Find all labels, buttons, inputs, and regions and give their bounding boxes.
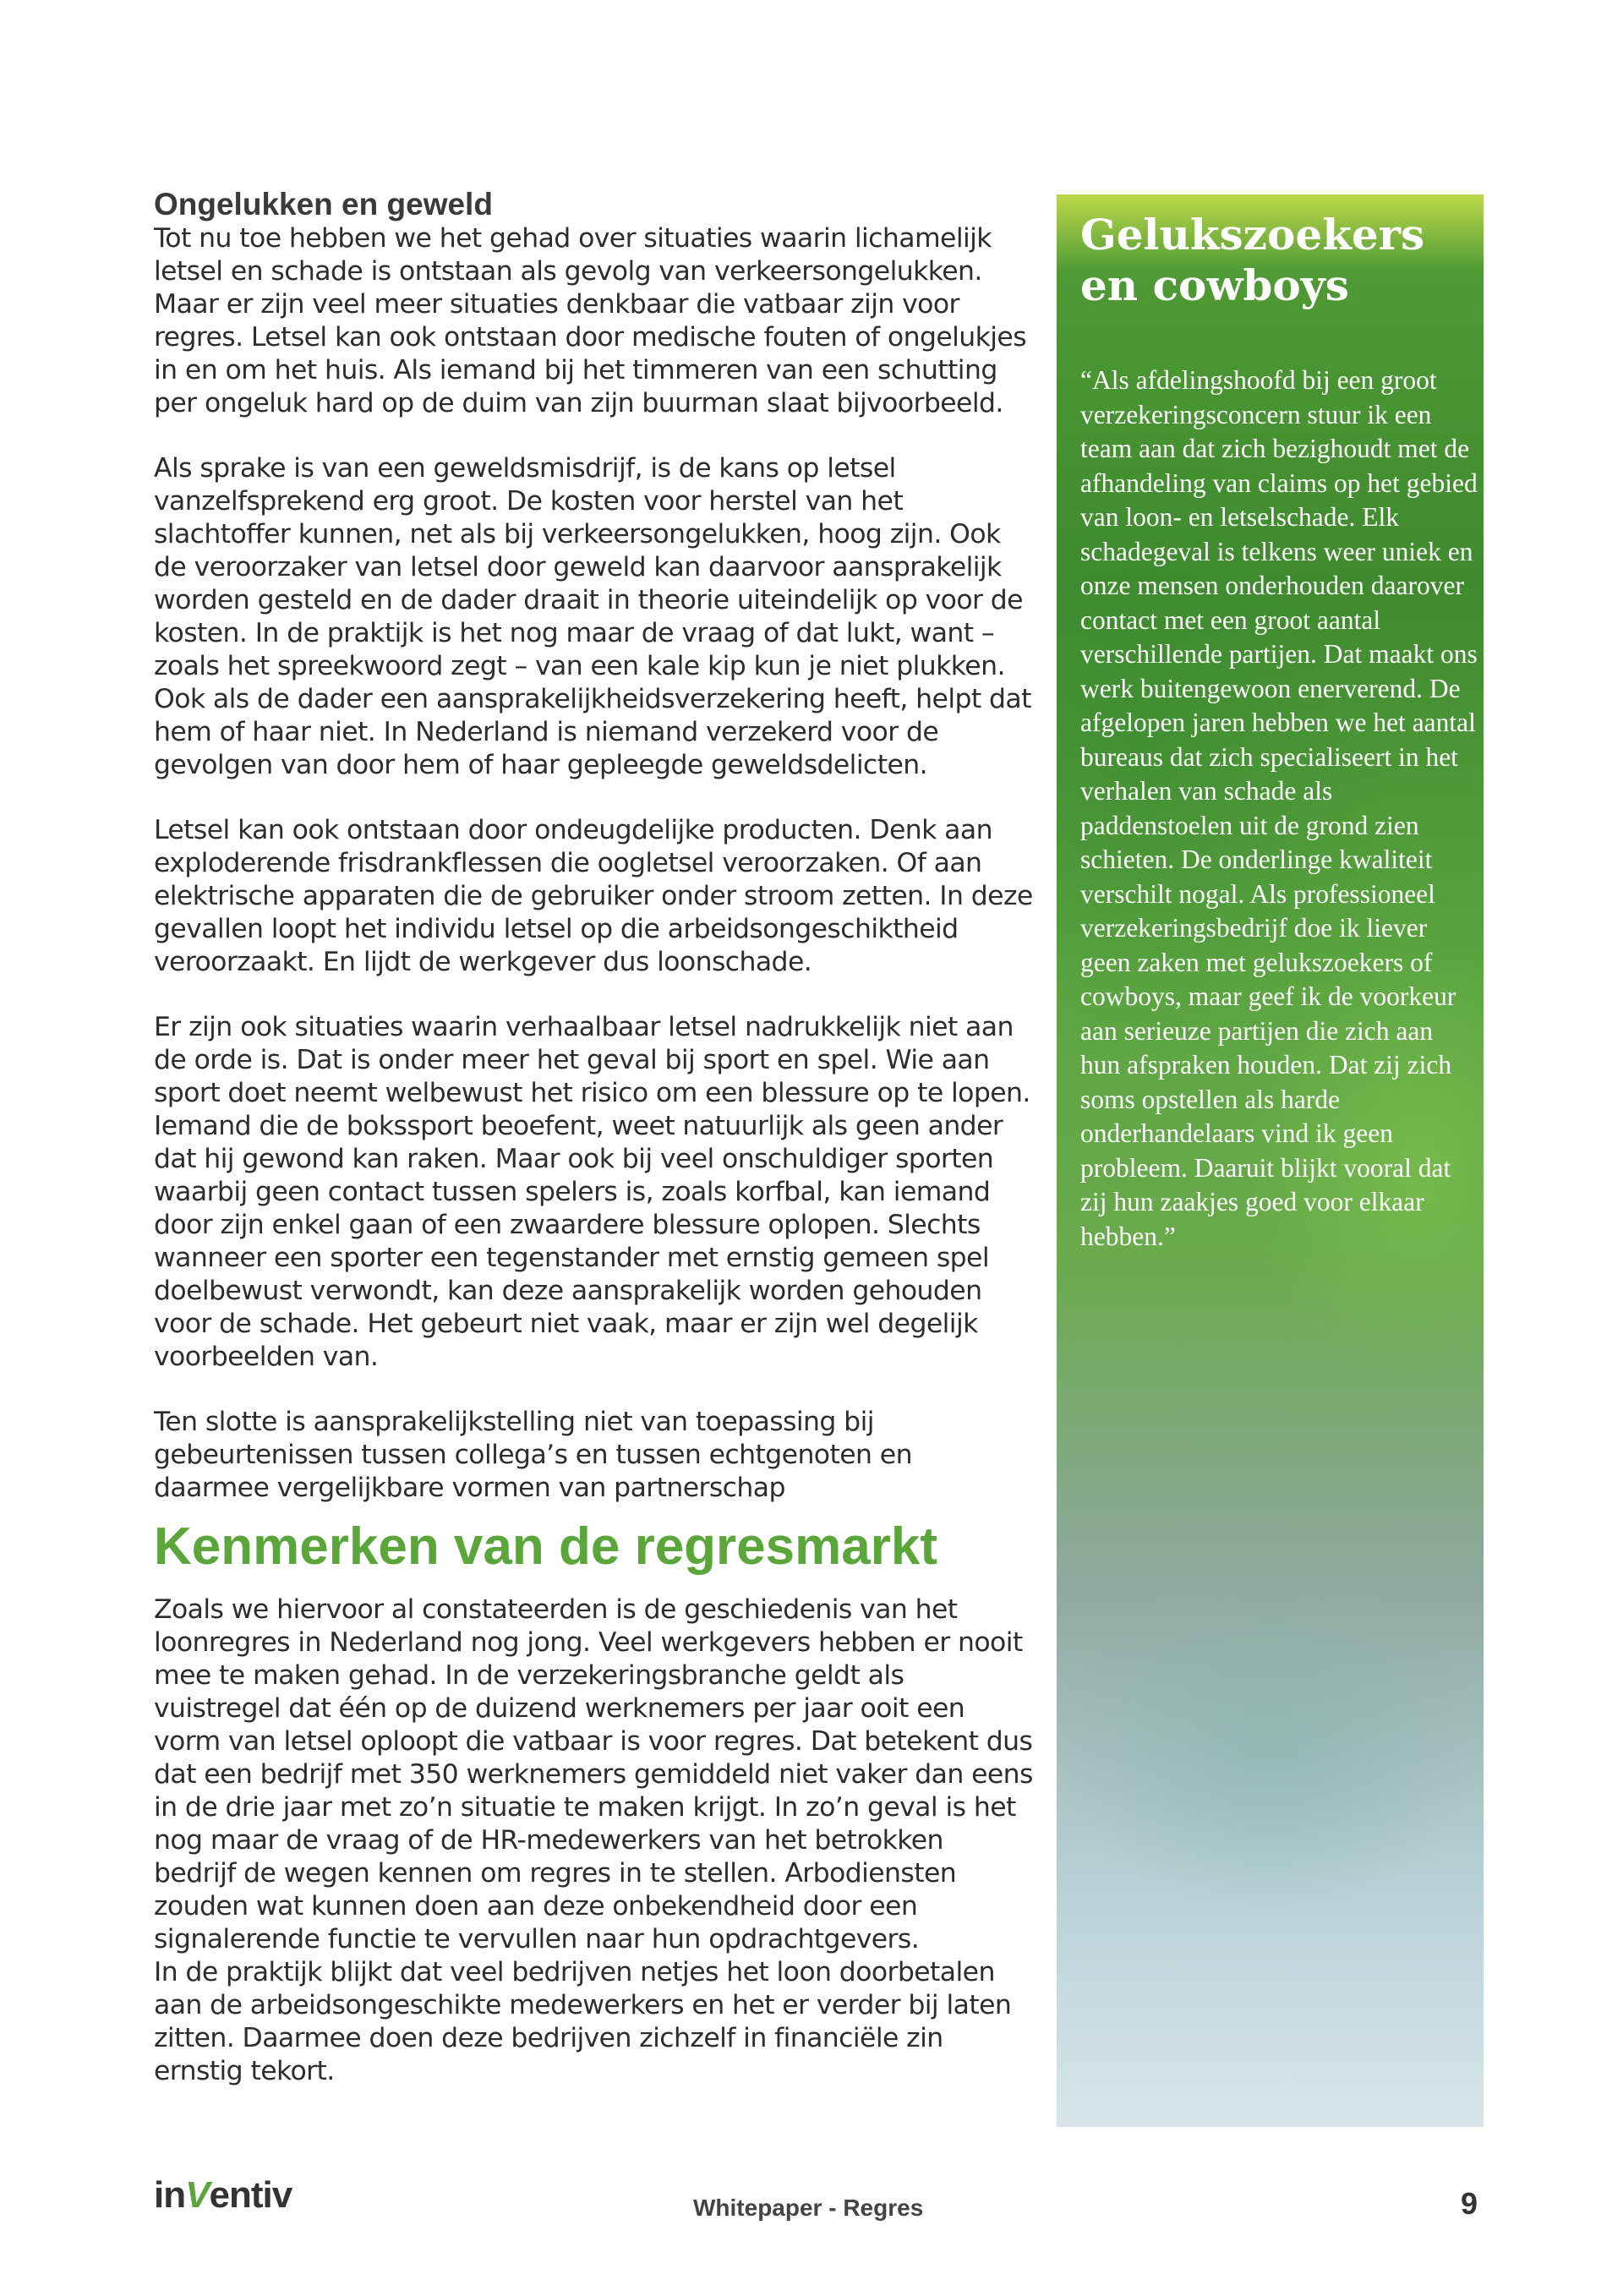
section-heading-market: Kenmerken van de regresmarkt (154, 1517, 938, 1576)
inventiv-logo (154, 2174, 292, 2217)
quote-sidebar (1057, 194, 1484, 2127)
logo-suffix: entiv (209, 2174, 292, 2216)
page-number: 9 (1461, 2186, 1478, 2221)
logo-prefix: in (154, 2174, 186, 2216)
logo-v-mark: V (185, 2174, 210, 2216)
sidebar-heading: Gelukszoekers en cowboys (1080, 210, 1425, 310)
paragraph: Tot nu toe hebben we het gehad over situaties waarin lichamelijk letsel en schade is ontstaan als gevolg van verkeersongelukken. Maar er zijn veel meer situaties denkbaar die vatbaar zijn voor regres. Letsel kan ook ontstaan door medische fouten of ongelukjes in en om het huis. Als iemand bij het timmeren van een schutting per ongeluk hard op de duim van zijn buurman slaat bijvoorbeeld. (154, 222, 1027, 418)
paragraph: Letsel kan ook ontstaan door ondeugdelijke producten. Denk aan exploderende frisdrankflessen die oogletsel veroorzaken. Of aan elektrische apparaten die de gebruiker onder stroom zetten. In deze gevallen loopt het individu letsel op die arbeidsongeschiktheid veroorzaakt. En lijdt de werkgever dus loonschade. (154, 814, 1033, 977)
paragraph: In de praktijk blijkt dat veel bedrijven netjes het loon doorbetalen aan de arbeidsongeschikte medewerkers en het er verder bij laten zitten. Daarmee doen deze bedrijven zichzelf in financiële zin ernstig tekort. (154, 1956, 1012, 2086)
paragraph: Er zijn ook situaties waarin verhaalbaar letsel nadrukkelijk niet aan de orde is. Dat is onder meer het geval bij sport en spel. Wie aan sport doet neemt welbewust het risico om een blessure op te lopen. Iemand die de bokssport beoefent, weet natuurlijk als geen ander dat hij gewond kan raken. Maar ook bij veel onschuldiger sporten waarbij geen contact tussen spelers is, zoals korfbal, kan iemand door zijn enkel gaan of een zwaardere blessure oplopen. Slechts wanneer een sporter een tegenstander met ernstig gemeen spel doelbewust verwondt, kan deze aansprakelijk worden gehouden voor de schade. Het gebeurt niet vaak, maar er zijn wel degelijk voorbeelden van. (154, 1011, 1030, 1372)
paragraph: Ten slotte is aansprakelijkstelling niet van toepassing bij gebeurtenissen tussen collega’s en tussen echtgenoten en daarmee vergelijkbare vormen van partnerschap (154, 1406, 912, 1503)
section-heading-accidents: Ongelukken en geweld (154, 187, 493, 221)
footer-document-title: Whitepaper - Regres (693, 2195, 924, 2221)
paragraph: Als sprake is van een geweldsmisdrijf, is de kans op letsel vanzelfsprekend erg groot. De kosten voor herstel van het slachtoffer kunnen, net als bij verkeersongelukken, hoog zijn. Ook de veroorzaker van letsel door geweld kan daarvoor aansprakelijk worden gesteld en de dader draait in theorie uiteindelijk op voor de kosten. In de praktijk is het nog maar de vraag of dat lukt, want – zoals het spreekwoord zegt – van een kale kip kun je niet plukken. Ook als de dader een aansprakelijkheidsverzekering heeft, helpt dat hem of haar niet. In Nederland is niemand verzekerd voor de gevolgen van door hem of haar gepleegde geweldsdelicten. (154, 452, 1031, 780)
section-body-accidents (154, 222, 1033, 1505)
main-column (154, 188, 1033, 2088)
section-body-market (154, 1594, 1033, 2088)
paragraph: Zoals we hiervoor al constateerden is de geschiedenis van het loonregres in Nederland nog jong. Veel werkgevers hebben er nooit mee te maken gehad. In de verzekeringsbranche geldt als vuistregel dat één op de duizend werknemers per jaar ooit een vorm van letsel oploopt die vatbaar is voor regres. Dat betekent dus dat een bedrijf met 350 werknemers gemiddeld niet vaker dan eens in de drie jaar met zo’n situatie te maken krijgt. In zo’n geval is het nog maar de vraag of de HR-medewerkers van het betrokken bedrijf de wegen kennen om regres in te stellen. Arbodiensten zouden wat kunnen doen aan deze onbekendheid door een signalerende functie te vervullen naar hun opdrachtgevers. (154, 1594, 1033, 1954)
sidebar-quote: “Als afdelingshoofd bij een groot verzekeringsconcern stuur ik een team aan dat zich bezighoudt met de afhandeling van claims op het gebied van loon- en letselschade. Elk schadegeval is telkens weer uniek en onze mensen onderhouden daarover contact met een groot aantal verschillende partijen. Dat maakt ons werk buitengewoon enerverend. De afgelopen jaren hebben we het aantal bureaus dat zich specialiseert in het verhalen van schade als paddenstoelen uit de grond zien schieten. De onderlinge kwaliteit verschilt nogal. Als professioneel verzekeringsbedrijf doe ik liever geen zaken met gelukszoekers of cowboys, maar geef ik de voorkeur aan serieuze partijen die zich aan hun afspraken houden. Dat zij zich soms opstellen als harde onderhandelaars vind ik geen probleem. Daaruit blijkt vooral dat zij hun zaakjes goed voor elkaar hebben.” (1080, 365, 1478, 1251)
